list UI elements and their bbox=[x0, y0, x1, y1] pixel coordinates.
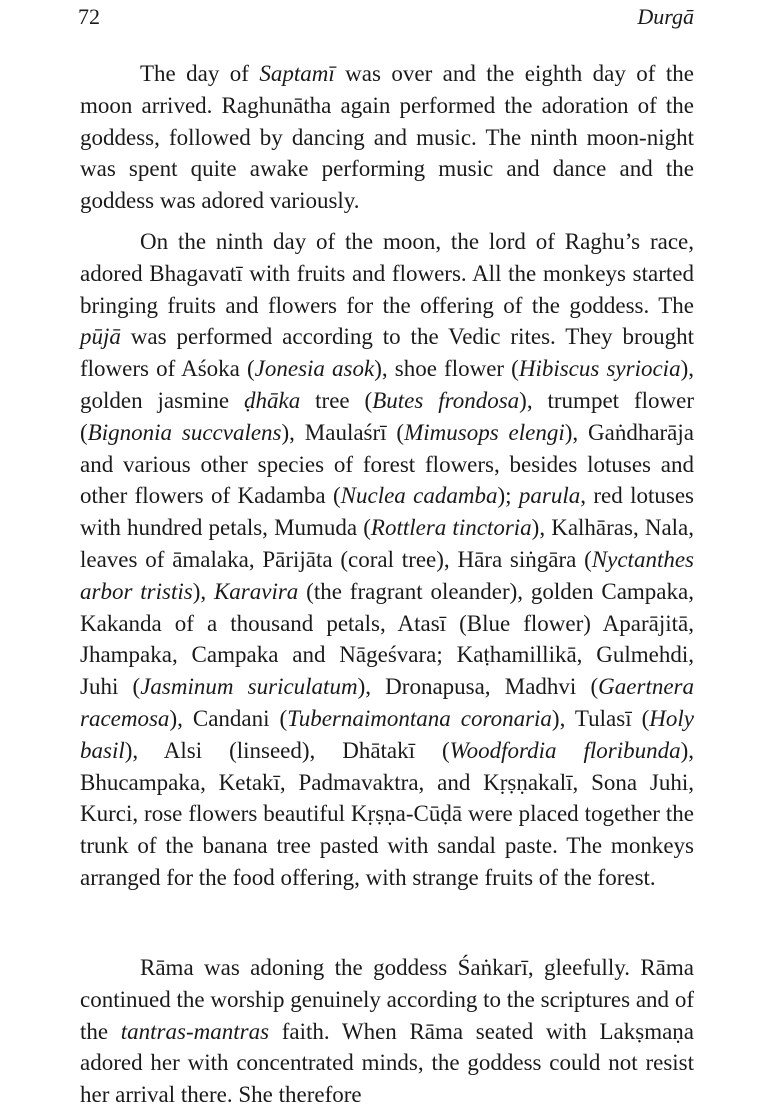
text-run: was performed according to the Vedic rites. They brought flowers of Aśoka ( bbox=[80, 324, 694, 382]
text-run: ), golden jasmine bbox=[80, 356, 694, 413]
text-run: ), Dronapusa, Madhvi ( bbox=[357, 674, 599, 700]
italic-text-run: Jonesia asok bbox=[254, 356, 375, 382]
italic-text-run: Holy basil bbox=[80, 705, 694, 763]
italic-text-run: Jasminum suriculatum bbox=[140, 674, 358, 700]
italic-text-run: Mimusops elengi bbox=[404, 419, 565, 445]
text-run: (the fragrant oleander), golden Campaka, Kakanda of a thousand petals, Atasī (Blue flower) Aparājitā, Jhampaka, Campaka and Nāgeśvara; Kaṭhamillikā, Gulmehdi, Juhi ( bbox=[80, 578, 694, 700]
italic-text-run: tantras-mantras bbox=[120, 1018, 270, 1044]
text-run: ), Kalhāras, Nala, leaves of āmalaka, Pārijāta (coral tree), Hāra siṅgāra ( bbox=[80, 515, 695, 572]
text-run: ), Tulasī ( bbox=[551, 705, 650, 731]
italic-text-run: Woodfordia floribunda bbox=[449, 737, 681, 763]
text-run: was over and the eighth day of the moon arrived. Raghunātha again performed the adoration of the goddess, followed by dancing and music. The ninth moon-night was spent quite awake performing music and dance and the goddess was adored variously. bbox=[80, 61, 694, 214]
italic-text-run: Tubernaimontana coronaria bbox=[287, 705, 552, 731]
text-run: ), Bhucampaka, Ketakī, Padmavaktra, and Kṛṣṇakalī, Sona Juhi, Kurci, rose flowers beautiful Kṛṣṇa-Cūḍā were placed together the trunk of the banana tree pasted with sandal paste. The monkeys arranged for the food offering, with strange fruits of the forest. bbox=[80, 737, 695, 890]
italic-text-run: pūjā bbox=[80, 324, 121, 350]
text-run: ), shoe flower ( bbox=[374, 356, 519, 382]
italic-text-run: Butes frondosa bbox=[372, 387, 520, 413]
text-run: faith. When Rāma seated with Lakṣmaṇa adored her with concentrated minds, the goddess could not resist her arrival there. She therefore bbox=[80, 1018, 694, 1108]
running-title: Durgā bbox=[637, 4, 694, 29]
italic-text-run: Hibiscus syriocia bbox=[518, 356, 681, 382]
italic-text-run: Nuclea cadamba bbox=[340, 483, 498, 509]
text-run: ), Candani ( bbox=[169, 705, 288, 731]
italic-text-run: ḍhāka bbox=[244, 387, 301, 413]
italic-text-run: Nyctanthes arbor tristis bbox=[80, 546, 694, 604]
text-run: Rāma was adoning the goddess Śaṅkarī, gleefully. Rāma continued the worship genuinely according to the scriptures and of the bbox=[80, 955, 694, 1044]
text-run: ); bbox=[497, 483, 519, 509]
text-run: ), Maulaśrī ( bbox=[281, 419, 405, 445]
text-run: tree ( bbox=[300, 387, 373, 413]
text-run: , red lotuses with hundred petals, Mumuda ( bbox=[80, 483, 694, 541]
text-run: ), trumpet flower ( bbox=[80, 387, 694, 445]
text-run: On the ninth day of the moon, the lord of Raghu’s race, adored Bhagavatī with fruits and flowers. All the monkeys started bringing fruits and flowers for the offering of the goddess. The bbox=[80, 229, 694, 318]
italic-text-run: Karavira bbox=[213, 578, 299, 604]
italic-text-run: Bignonia succvalens bbox=[87, 419, 282, 445]
paragraph-2 bbox=[80, 226, 694, 894]
italic-text-run: Gaertnera racemosa bbox=[80, 674, 694, 731]
italic-text-run: Rottlera tinctoria bbox=[370, 515, 532, 541]
text-run: ), Alsi (linseed), Dhātakī ( bbox=[124, 737, 450, 763]
text-run: The day of bbox=[140, 61, 260, 86]
text-run: ), bbox=[192, 578, 214, 604]
italic-text-run: parula bbox=[518, 483, 581, 509]
paragraph-3 bbox=[80, 952, 694, 1111]
text-run: ), Gaṅdharāja and various other species of forest flowers, besides lotuses and other flowers of Kadamba ( bbox=[80, 419, 694, 509]
page-number: 72 bbox=[78, 4, 100, 29]
italic-text-run: Saptamī bbox=[259, 61, 335, 86]
paragraph-1 bbox=[80, 58, 694, 217]
